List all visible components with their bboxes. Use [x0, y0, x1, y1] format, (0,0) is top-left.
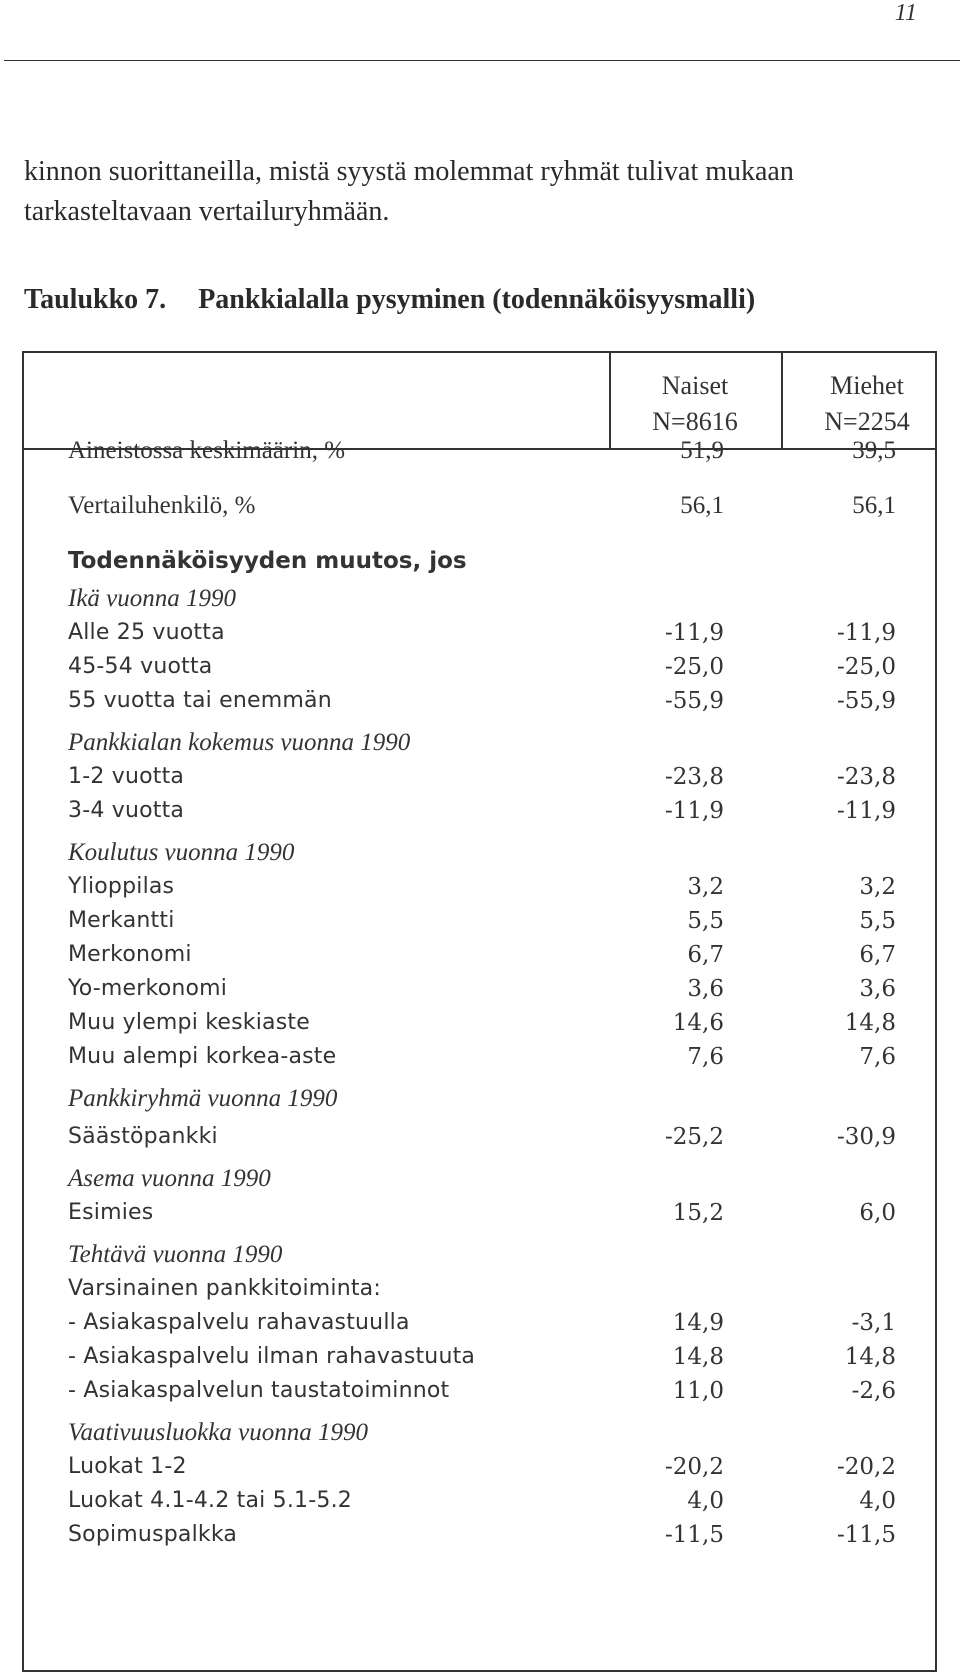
value-naiset: 6,7 — [687, 942, 724, 968]
table-row — [24, 543, 935, 579]
table-row — [24, 759, 935, 795]
row-label: Muu alempi korkea-aste — [68, 1044, 337, 1069]
value-miehet: 56,1 — [852, 492, 896, 519]
row-label: Pankkiryhmä vuonna 1990 — [68, 1085, 338, 1112]
value-miehet: -11,9 — [837, 798, 896, 824]
column-name: Naiset — [661, 371, 729, 400]
row-label: - Asiakaspalvelu rahavastuulla — [68, 1310, 410, 1335]
table-row — [24, 1081, 935, 1117]
value-miehet: 4,0 — [859, 1488, 896, 1514]
header-rule — [4, 60, 960, 61]
table-row — [24, 581, 935, 617]
value-naiset: 3,6 — [687, 976, 724, 1002]
row-label: Vertailuhenkilö, % — [68, 492, 256, 519]
value-naiset: -11,5 — [665, 1522, 724, 1548]
table-title — [24, 284, 755, 316]
value-miehet: -30,9 — [837, 1124, 896, 1150]
column-n: N=2254 — [824, 407, 910, 436]
value-miehet: -23,8 — [837, 764, 896, 790]
table-row — [24, 615, 935, 651]
value-naiset: 11,0 — [672, 1378, 724, 1404]
column-n: N=8616 — [652, 407, 738, 436]
value-miehet: 6,7 — [859, 942, 896, 968]
table-row — [24, 1517, 935, 1553]
table-row — [24, 1271, 935, 1307]
value-miehet: -11,5 — [837, 1522, 896, 1548]
value-naiset: 51,9 — [680, 437, 724, 464]
table-row — [24, 1161, 935, 1197]
row-label: Todennäköisyyden muutos, jos — [68, 548, 467, 574]
row-label: Muu ylempi keskiaste — [68, 1010, 310, 1035]
row-label: Varsinainen pankkitoiminta: — [68, 1276, 381, 1301]
column-header-naiset — [609, 368, 781, 440]
row-label: - Asiakaspalvelun taustatoiminnot — [68, 1378, 450, 1403]
row-label: Merkonomi — [68, 942, 192, 967]
value-naiset: 14,6 — [672, 1010, 724, 1036]
value-naiset: 5,5 — [687, 908, 724, 934]
value-miehet: 39,5 — [852, 437, 896, 464]
row-label: Luokat 4.1-4.2 tai 5.1-5.2 — [68, 1488, 352, 1513]
row-label: Koulutus vuonna 1990 — [68, 839, 295, 866]
value-naiset: 14,8 — [672, 1344, 724, 1370]
table-row — [24, 1305, 935, 1341]
row-label: 1-2 vuotta — [68, 764, 185, 789]
value-naiset: 3,2 — [687, 874, 724, 900]
table-row — [24, 725, 935, 761]
table-row — [24, 937, 935, 973]
column-header-miehet — [781, 368, 953, 440]
row-label: Alle 25 vuotta — [68, 620, 225, 645]
intro-paragraph: kinnon suorittaneilla, mistä syystä molemmat ryhmät tulivat mukaan tarkasteltavaan vertailuryhmään. — [24, 156, 794, 227]
value-miehet: -11,9 — [837, 620, 896, 646]
value-miehet: -3,1 — [851, 1310, 896, 1336]
table-row — [24, 903, 935, 939]
value-miehet: -2,6 — [851, 1378, 896, 1404]
table-row — [24, 1237, 935, 1273]
table-row — [24, 835, 935, 871]
row-label: Ikä vuonna 1990 — [68, 585, 237, 612]
row-label: Tehtävä vuonna 1990 — [68, 1241, 283, 1268]
table-row — [24, 433, 935, 469]
row-label: Yo-merkonomi — [68, 976, 228, 1001]
table-number: Taulukko 7. — [24, 284, 167, 315]
value-naiset: -25,2 — [665, 1124, 724, 1150]
value-miehet: 6,0 — [859, 1200, 896, 1226]
table-row — [24, 1483, 935, 1519]
value-miehet: -55,9 — [837, 688, 896, 714]
value-naiset: 56,1 — [680, 492, 724, 519]
value-naiset: 4,0 — [687, 1488, 724, 1514]
table-row — [24, 1039, 935, 1075]
value-naiset: 15,2 — [672, 1200, 724, 1226]
value-naiset: -23,8 — [665, 764, 724, 790]
table-row — [24, 683, 935, 719]
table-row — [24, 971, 935, 1007]
row-label: Luokat 1-2 — [68, 1454, 187, 1479]
value-naiset: -20,2 — [665, 1454, 724, 1480]
row-label: Merkantti — [68, 908, 175, 933]
row-label: Asema vuonna 1990 — [68, 1165, 271, 1192]
table-row — [24, 649, 935, 685]
value-naiset: -25,0 — [665, 654, 724, 680]
row-label: - Asiakaspalvelu ilman rahavastuuta — [68, 1344, 476, 1369]
value-naiset: 14,9 — [672, 1310, 724, 1336]
table-row — [24, 1339, 935, 1375]
table-row — [24, 793, 935, 829]
table-row — [24, 1373, 935, 1409]
probability-table — [22, 351, 937, 1672]
row-label: Ylioppilas — [68, 874, 175, 899]
table-row — [24, 1005, 935, 1041]
row-label: Säästöpankki — [68, 1124, 218, 1149]
table-row — [24, 488, 935, 524]
value-miehet: 3,2 — [859, 874, 896, 900]
row-label: Sopimuspalkka — [68, 1522, 238, 1547]
row-label: Aineistossa keskimäärin, % — [68, 437, 346, 464]
value-miehet: 14,8 — [844, 1010, 896, 1036]
table-row — [24, 869, 935, 905]
value-miehet: -20,2 — [837, 1454, 896, 1480]
row-label: 45-54 vuotta — [68, 654, 213, 679]
row-label: Pankkialan kokemus vuonna 1990 — [68, 729, 411, 756]
row-label: Esimies — [68, 1200, 154, 1225]
value-miehet: 5,5 — [859, 908, 896, 934]
value-naiset: 7,6 — [687, 1044, 724, 1070]
row-label: Vaativuusluokka vuonna 1990 — [68, 1419, 368, 1446]
value-miehet: 14,8 — [844, 1344, 896, 1370]
row-label: 3-4 vuotta — [68, 798, 185, 823]
table-row — [24, 1195, 935, 1231]
value-miehet: -25,0 — [837, 654, 896, 680]
table-caption: Pankkialalla pysyminen (todennäköisyysmalli) — [198, 284, 756, 315]
table-row — [24, 1119, 935, 1155]
value-naiset: -11,9 — [665, 798, 724, 824]
column-name: Miehet — [830, 371, 904, 400]
row-label: 55 vuotta tai enemmän — [68, 688, 332, 713]
value-naiset: -55,9 — [665, 688, 724, 714]
table-row — [24, 1449, 935, 1485]
page-number: 11 — [894, 0, 917, 26]
value-naiset: -11,9 — [665, 620, 724, 646]
value-miehet: 3,6 — [859, 976, 896, 1002]
table-row — [24, 1415, 935, 1451]
value-miehet: 7,6 — [859, 1044, 896, 1070]
